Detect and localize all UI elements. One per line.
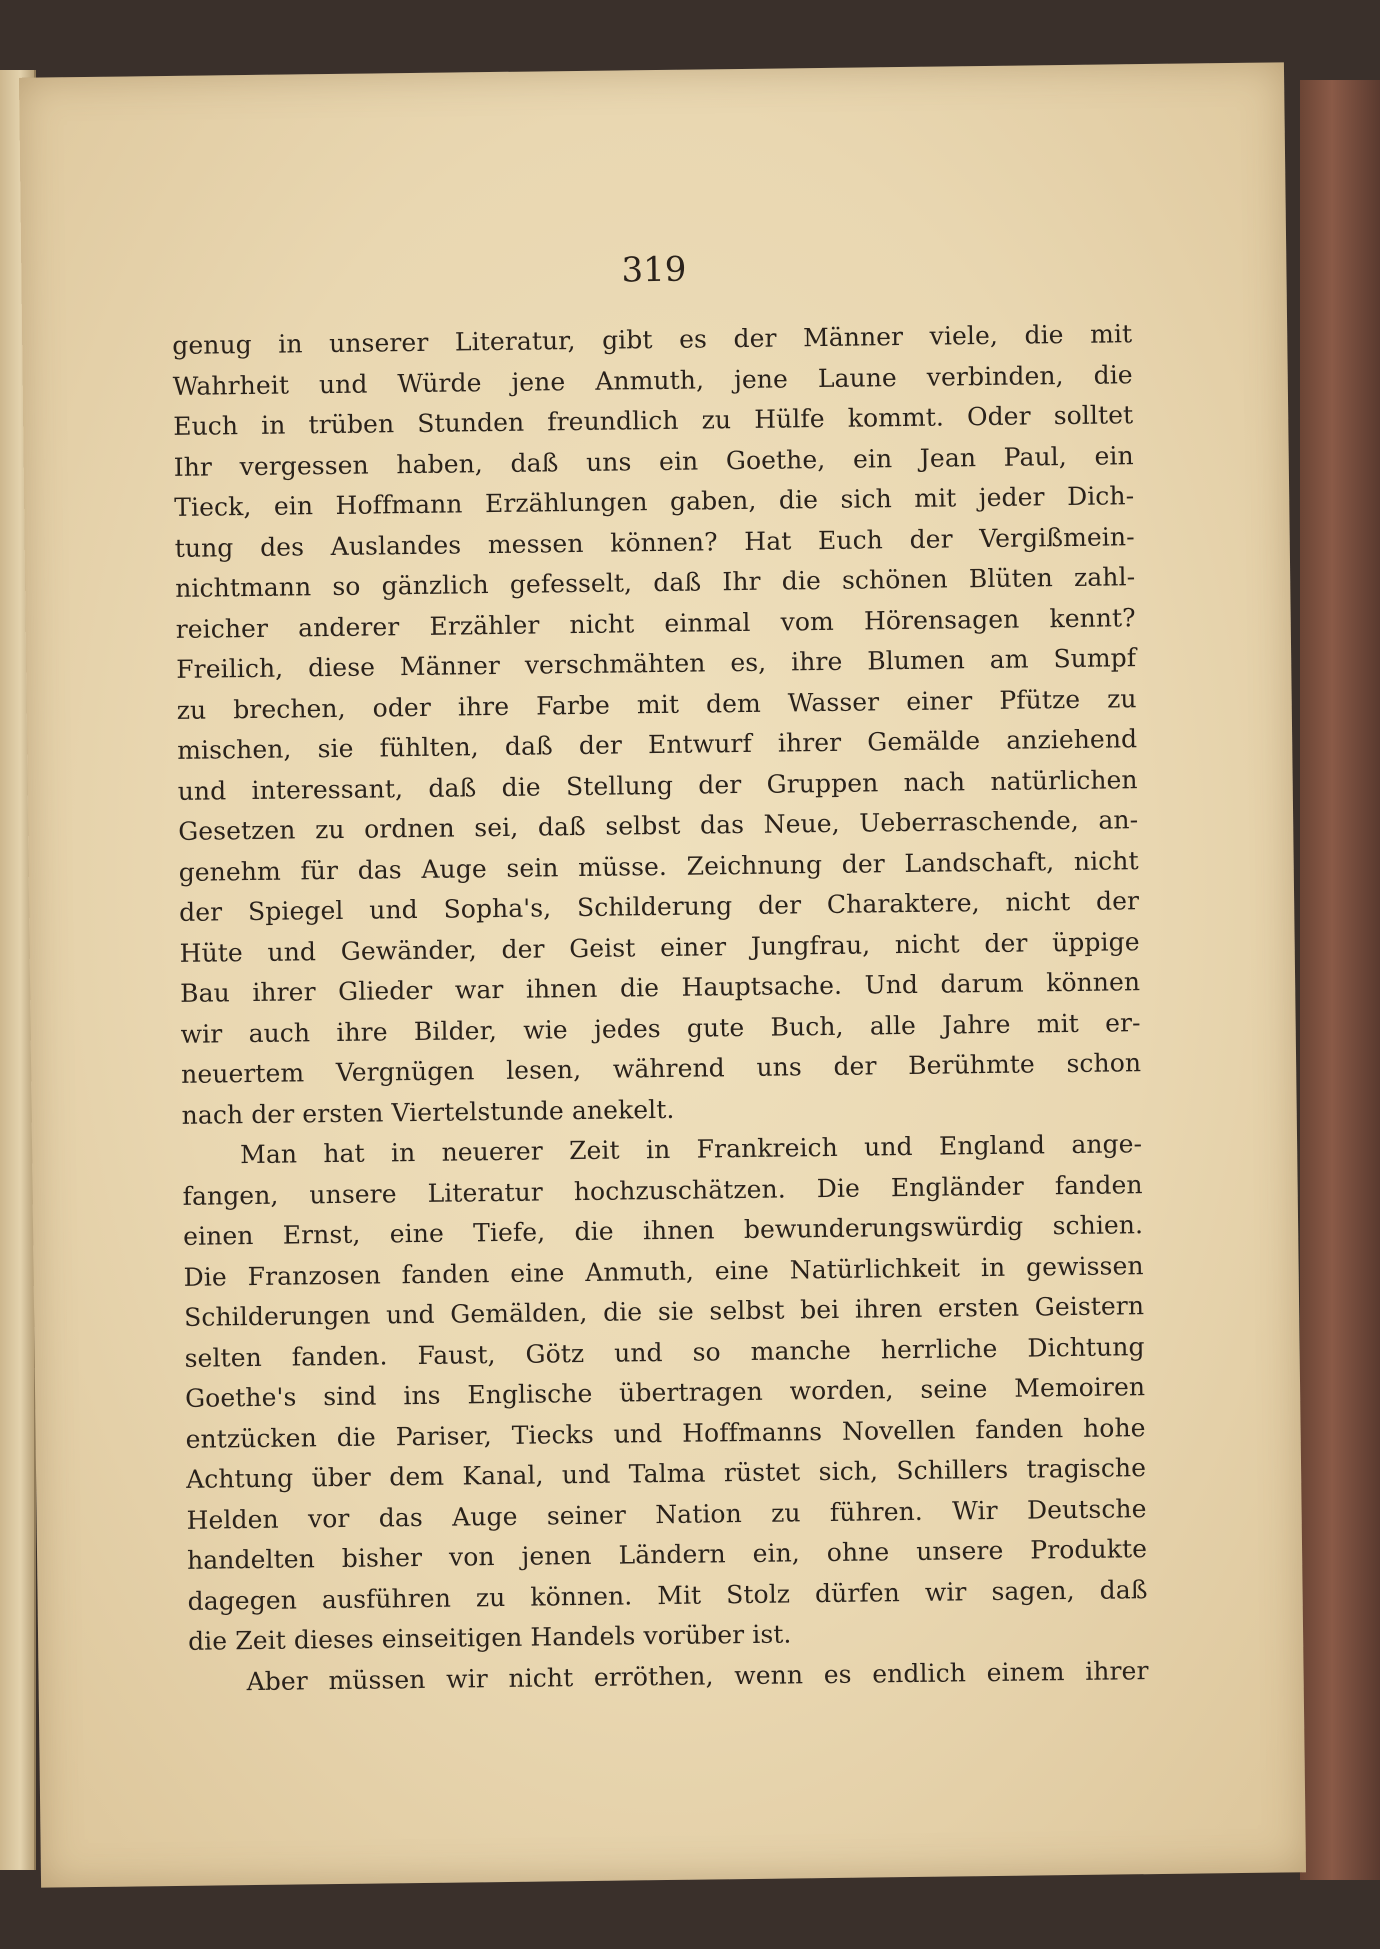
text-line: genug in unserer Literatur, gibt es der Männer viele, die mit: [172, 319, 1133, 360]
text-line: Goethe's sind ins Englische übertragen worden, seine Memoiren: [184, 1372, 1146, 1413]
text-line: Achtung über dem Kanal, und Talma rüstet sich, Schillers tragische: [185, 1453, 1147, 1494]
page-number: 319: [621, 249, 687, 291]
text-line: der Spiegel und Sopha's, Schilderung der Charaktere, nicht der: [179, 886, 1140, 927]
book-binding: [1300, 80, 1380, 1880]
text-line: Schilderungen und Gemälden, die sie selbst bei ihren ersten Geistern: [183, 1291, 1145, 1332]
text-line: handelten bisher von jenen Ländern ein, ohne unsere Produkte: [186, 1534, 1148, 1575]
text-line: zu brechen, oder ihre Farbe mit dem Wasser einer Pfütze zu: [176, 683, 1137, 725]
book-page: [19, 62, 1306, 1887]
text-line: tung des Auslandes messen können? Hat Euch der Vergißmein-: [174, 521, 1135, 563]
text-line: Gesetzen zu ordnen sei, daß selbst das Neue, Ueberraschende, an-: [178, 805, 1139, 846]
text-line: einen Ernst, eine Tiefe, die ihnen bewunderungswürdig schien.: [182, 1210, 1144, 1251]
text-line: selten fanden. Faust, Götz und so manche herrliche Dichtung: [184, 1331, 1145, 1373]
text-line: Bau ihrer Glieder war ihnen die Hauptsache. Und darum können: [180, 967, 1141, 1008]
text-line: genehm für das Auge sein müsse. Zeichnung der Landschaft, nicht: [178, 845, 1139, 887]
text-line: dagegen ausführen zu können. Mit Stolz dürfen wir sagen, daß: [187, 1574, 1148, 1616]
text-line: Man hat in neuerer Zeit in Frankreich und England ange-: [239, 1129, 1143, 1170]
body-text: [172, 314, 1149, 1703]
text-line: wir auch ihre Bilder, wie jedes gute Buch, alle Jahre mit er-: [180, 1007, 1141, 1049]
text-line: Freilich, diese Männer verschmähten es, ihre Blumen am Sumpf: [176, 643, 1137, 684]
text-line: Euch in trüben Stunden freundlich zu Hülfe kommt. Oder solltet: [173, 400, 1134, 441]
text-line: und interessant, daß die Stellung der Gruppen nach natürlichen: [177, 764, 1138, 806]
text-line: die Zeit dieses einseitigen Handels vorüber ist.: [187, 1619, 792, 1656]
paragraph-2: [182, 1124, 1148, 1662]
text-line: nichtmann so gänzlich gefesselt, daß Ihr die schönen Blüten zahl-: [175, 562, 1136, 603]
text-line: Aber müssen wir nicht erröthen, wenn es endlich einem ihrer: [246, 1655, 1149, 1696]
text-line: Wahrheit und Würde jene Anmuth, jene Laune verbinden, die: [172, 359, 1133, 401]
text-line: entzücken die Pariser, Tiecks und Hoffmanns Novellen fanden hohe: [185, 1412, 1146, 1454]
text-line: Helden vor das Auge seiner Nation zu führen. Wir Deutsche: [186, 1493, 1147, 1535]
text-line: Tieck, ein Hoffmann Erzählungen gaben, die sich mit jeder Dich-: [174, 481, 1135, 522]
text-line: Ihr vergessen haben, daß uns ein Goethe, ein Jean Paul, ein: [173, 440, 1134, 482]
text-line: fangen, unsere Literatur hochzuschätzen. Die Engländer fanden: [182, 1169, 1143, 1211]
text-line: mischen, sie fühlten, daß der Entwurf ihrer Gemälde anziehend: [177, 724, 1138, 765]
paragraph-1: [172, 314, 1142, 1136]
text-line: reicher anderer Erzähler nicht einmal vom Hörensagen kennt?: [175, 602, 1136, 644]
text-line: Hüte und Gewänder, der Geist einer Jungfrau, nicht der üppige: [179, 926, 1140, 968]
text-line: Die Franzosen fanden eine Anmuth, eine Natürlichkeit in gewissen: [183, 1250, 1144, 1292]
text-line: nach der ersten Viertelstunde anekelt.: [181, 1094, 675, 1130]
text-line: neuertem Vergnügen lesen, während uns der Berühmte schon: [181, 1048, 1142, 1089]
